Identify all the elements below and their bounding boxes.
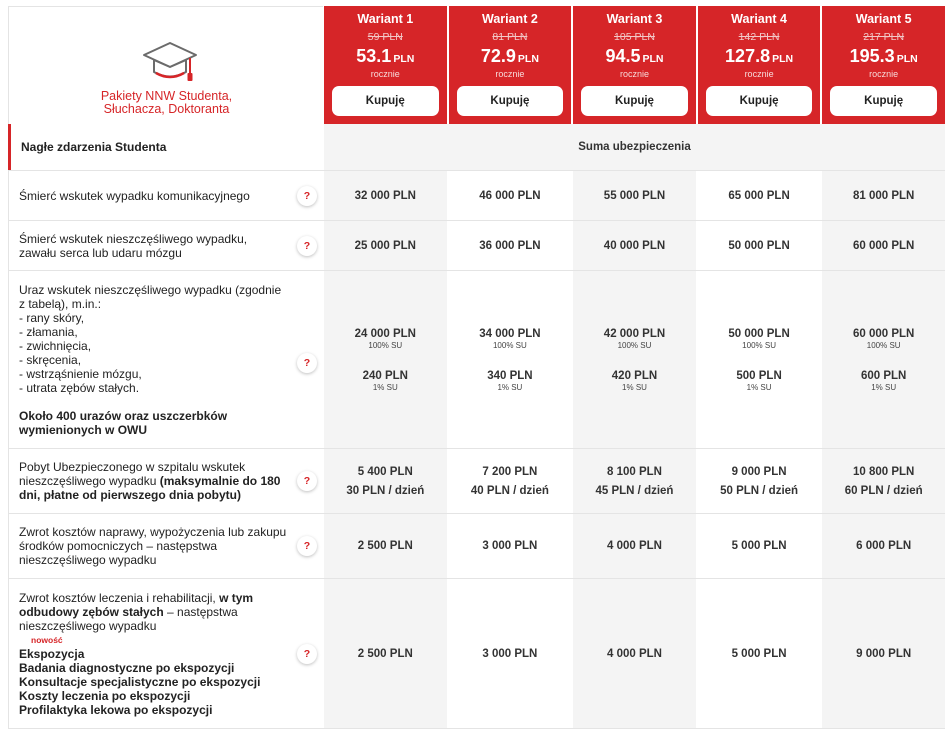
help-icon[interactable]: ? [297,536,317,556]
old-price: 217 PLN [863,31,905,43]
help-icon[interactable]: ? [297,186,317,206]
value-cell: 4 000 PLN [573,514,696,578]
value-cell: 50 000 PLN [698,221,821,270]
value-cell: 81 000 PLN [822,171,945,220]
value-cell: 9 000 PLN 50 PLN / dzień [698,449,821,513]
row-label: Śmierć wskutek wypadku komunikacyjnego [19,188,250,203]
row-label: Zwrot kosztów naprawy, wypożyczenia lub zakupu środków pomocniczych – następstwa nieszczęśliwego wypadku [19,525,287,567]
buy-button-variant-3[interactable]: Kupuję [581,86,688,116]
table-row [8,449,945,514]
insurance-comparison-table [8,6,945,731]
sum-insured-label: Suma ubezpieczenia [324,124,945,170]
new-badge: nowość [31,634,63,645]
table-row [8,514,945,579]
value-cell: 5 000 PLN [698,579,821,728]
row-label: Śmierć wskutek nieszczęśliwego wypadku, zawału serca lub udaru mózgu [19,231,248,260]
variant-1: Wariant 1 59 PLN 53.1 PLN rocznie Kupuję [324,6,447,124]
value-cell: 60 000 PLN 100% SU 600 PLN 1% SU [822,271,945,448]
old-price: 59 PLN [367,31,403,43]
value-cell: 6 000 PLN [822,514,945,578]
value-cell: 8 100 PLN 45 PLN / dzień [573,449,696,513]
buy-button-variant-2[interactable]: Kupuję [457,86,564,116]
variant-4: Wariant 4 142 PLN 127.8 PLN rocznie Kupuję [698,6,821,124]
value-cell: 2 500 PLN [324,514,447,578]
price: 94.5 PLN [605,46,664,66]
value-cell: 5 000 PLN [698,514,821,578]
table-row [8,171,945,221]
value-cell: 2 500 PLN [324,579,447,728]
value-cell: 25 000 PLN [324,221,447,270]
variants-header [324,6,945,124]
help-icon[interactable]: ? [297,236,317,256]
value-cell: 60 000 PLN [822,221,945,270]
value-cell: 10 800 PLN 60 PLN / dzień [822,449,945,513]
help-icon[interactable]: ? [297,644,317,664]
value-cell: 32 000 PLN [324,171,447,220]
price: 53.1 PLN [356,46,415,66]
help-icon[interactable]: ? [297,353,317,373]
value-cell: 46 000 PLN [449,171,572,220]
value-cell: 24 000 PLN 100% SU 240 PLN 1% SU [324,271,447,448]
row-label: Zwrot kosztów leczenia i rehabilitacji, w tym odbudowy zębów stałych – następstwa nieszczęśliwego wypadku nowość Ekspozycja Badania diagnostyczne po ekspozycji Konsultacje specjalistyczne po ekspozycji Koszty leczenia po ekspozycji Profilaktyka lekowa po ekspozycji [19,591,295,717]
buy-button-variant-1[interactable]: Kupuję [332,86,439,116]
value-cell: 7 200 PLN 40 PLN / dzień [449,449,572,513]
package-header [8,6,323,124]
price: 72.9 PLN [480,46,539,66]
value-cell: 65 000 PLN [698,171,821,220]
variant-3: Wariant 3 105 PLN 94.5 PLN rocznie Kupuję [573,6,696,124]
value-cell: 3 000 PLN [449,579,572,728]
price: 195.3 PLN [849,46,918,66]
variant-5: Wariant 5 217 PLN 195.3 PLN rocznie Kupuję [822,6,945,124]
table-row [8,221,945,271]
value-cell: 3 000 PLN [449,514,572,578]
buy-button-variant-5[interactable]: Kupuję [830,86,937,116]
row-label: Uraz wskutek nieszczęśliwego wypadku (zgodnie z tabelą), m.in.: - rany skóry, - złamania, - zwichnięcia, - skręcenia, - wstrząśnienie mózgu, - utrata zębów stałych. Około 400 urazów oraz uszczerbków wymienionych w OWU [19,282,282,437]
old-price: 142 PLN [738,31,780,43]
variant-2: Wariant 2 81 PLN 72.9 PLN rocznie Kupuję [449,6,572,124]
graduation-cap-icon [140,35,200,89]
value-cell: 36 000 PLN [449,221,572,270]
value-cell: 4 000 PLN [573,579,696,728]
section-row [8,124,945,171]
value-cell: 9 000 PLN [822,579,945,728]
table-row [8,579,945,729]
value-cell: 40 000 PLN [573,221,696,270]
table-row [8,271,945,449]
help-icon[interactable]: ? [297,471,317,491]
buy-button-variant-4[interactable]: Kupuję [706,86,813,116]
old-price: 81 PLN [492,31,528,43]
old-price: 105 PLN [614,31,655,43]
value-cell: 42 000 PLN 100% SU 420 PLN 1% SU [573,271,696,448]
section-title: Nagłe zdarzenia Studenta [8,124,323,170]
price: 127.8 PLN [725,46,794,66]
row-label: Pobyt Ubezpieczonego w szpitalu wskutek nieszczęśliwego wypadku (maksymalnie do 180 dni, płatne od pierwszego dnia pobytu) [19,460,281,502]
package-title: Pakiety NNW Studenta, Słuchacza, Doktoranta [100,89,233,116]
value-cell: 55 000 PLN [573,171,696,220]
value-cell: 34 000 PLN 100% SU 340 PLN 1% SU [449,271,572,448]
value-cell: 50 000 PLN 100% SU 500 PLN 1% SU [698,271,821,448]
value-cell: 5 400 PLN 30 PLN / dzień [324,449,447,513]
